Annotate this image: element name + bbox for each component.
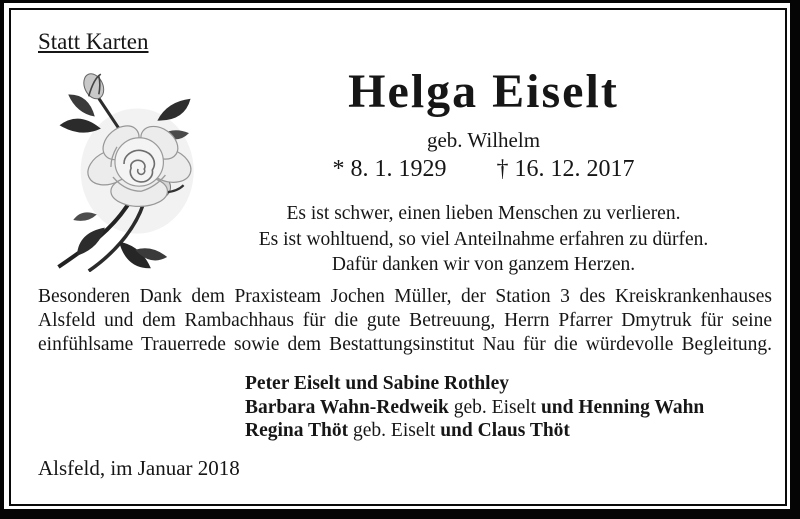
condolence-line: Es ist schwer, einen lieben Menschen zu verlieren. — [286, 203, 681, 224]
mourner-name: Regina Thöt — [245, 420, 349, 441]
mourners-list — [245, 372, 704, 443]
thanks-line: Alsfeld und dem Rambachhaus für die gute Betreuung, Herrn Pfarrer Dmytruk für seine — [38, 310, 772, 331]
rose-illustration — [38, 58, 200, 272]
thanks-text — [38, 285, 772, 357]
condolence-text — [195, 201, 772, 278]
deceased-name: Helga Eiselt — [348, 65, 619, 118]
pre-header: Statt Karten — [38, 29, 149, 54]
condolence-line: Es ist wohltuend, so viel Anteilnahme erfahren zu dürfen. — [258, 228, 709, 250]
rose-icon — [38, 58, 200, 272]
mourner-name: und Claus Thöt — [440, 420, 570, 441]
life-dates — [195, 156, 772, 183]
mourner-name: Peter Eiselt und Sabine Rothley — [245, 373, 509, 394]
mourners-line — [245, 396, 704, 420]
birth-date: * 8. 1. 1929 — [332, 156, 447, 182]
mourner-name: Barbara Wahn-Redweik — [245, 396, 449, 418]
thanks-line: einfühlsame Trauerrede sowie dem Bestattungsinstitut Nau für die würdevolle Begleitung. — [38, 334, 772, 355]
maiden-name: geb. Wilhelm — [426, 128, 541, 152]
mourner-maiden: geb. Eiselt — [448, 396, 541, 418]
mourner-name: und Henning Wahn — [540, 396, 705, 418]
condolence-line: Dafür danken wir von ganzem Herzen. — [331, 254, 636, 275]
place-date: Alsfeld, im Januar 2018 — [38, 456, 240, 480]
mourners-line — [245, 419, 704, 443]
death-date: † 16. 12. 2017 — [496, 156, 635, 182]
mourners-line — [245, 372, 704, 396]
mourner-maiden: geb. Eiselt — [348, 420, 441, 441]
thanks-line: Besonderen Dank dem Praxisteam Jochen Müller, der Station 3 des Kreiskrankenhauses — [38, 286, 772, 307]
